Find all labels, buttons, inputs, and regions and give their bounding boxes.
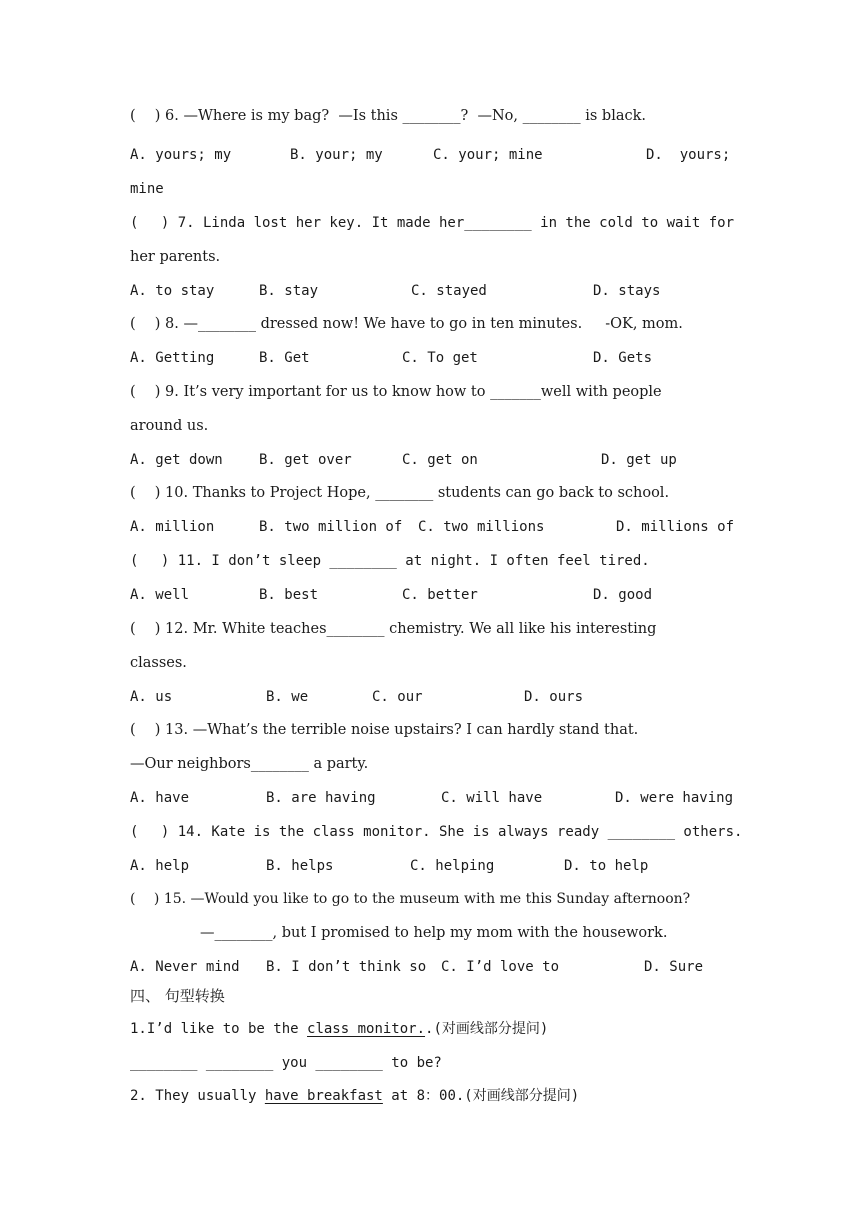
question-8-options xyxy=(130,348,730,368)
q6-option-b: B. your; my xyxy=(290,147,383,163)
sentence-1-instruction: .(对画线部分提问) xyxy=(425,1021,549,1037)
question-7-options xyxy=(130,281,730,301)
sentence-1-answer: ________ ________ you ________ to be? xyxy=(130,1055,442,1071)
q10-option-c: C. two millions xyxy=(418,519,545,535)
question-10-stem: ( ) 10. Thanks to Project Hope, ________ students can go back to school. xyxy=(130,485,670,501)
q7-option-b: B. stay xyxy=(259,283,319,299)
q9-option-b: B. get over xyxy=(259,452,352,468)
q10-option-a: A. million xyxy=(130,519,215,535)
q9-option-a: A. get down xyxy=(130,452,223,468)
question-9-stem: ( ) 9. It’s very important for us to know how to _______well with people xyxy=(130,384,662,400)
q11-option-c: C. better xyxy=(402,587,478,603)
q12-option-c: C. our xyxy=(372,689,423,705)
question-14-stem: ( ) 14. Kate is the class monitor. She is always ready ________ others. xyxy=(130,824,743,840)
question-12-options xyxy=(130,687,730,707)
q6-option-d: D. yours; xyxy=(646,147,731,163)
q12-option-a: A. us xyxy=(130,689,173,705)
question-15-options xyxy=(130,957,730,977)
q15-option-c: C. I’d love to xyxy=(441,959,560,975)
q12-option-d: D. ours xyxy=(524,689,584,705)
question-11-stem: ( ) 11. I don’t sleep ________ at night. I often feel tired. xyxy=(130,553,650,569)
question-7-stem: ( ) 7. Linda lost her key. It made her________ in the cold to wait for xyxy=(130,215,735,231)
q8-option-b: B. Get xyxy=(259,350,310,366)
question-6-options xyxy=(130,145,730,165)
q15-option-d: D. Sure xyxy=(644,959,704,975)
section-4-heading: 四、 句型转换 xyxy=(130,987,225,1005)
sentence-2-prefix: 2. They usually xyxy=(130,1088,265,1104)
question-11-options xyxy=(130,585,730,605)
q14-option-c: C. helping xyxy=(410,858,495,874)
question-13-stem: ( ) 13. —What’s the terrible noise upstairs? I can hardly stand that. xyxy=(130,722,639,738)
q13-option-c: C. will have xyxy=(441,790,543,806)
question-10-options xyxy=(130,517,735,537)
question-8-stem: ( ) 8. —________ dressed now! We have to go in ten minutes. -OK, mom. xyxy=(130,316,683,332)
q7-option-d: D. stays xyxy=(593,283,661,299)
question-13-options xyxy=(130,788,734,808)
sentence-2-instruction: at 8：00.(对画线部分提问) xyxy=(382,1088,580,1104)
question-9-stem-cont: around us. xyxy=(130,418,209,434)
q12-option-b: B. we xyxy=(266,689,309,705)
q8-option-a: A. Getting xyxy=(130,350,215,366)
q6-option-c: C. your; mine xyxy=(433,147,543,163)
q14-option-a: A. help xyxy=(130,858,190,874)
q7-option-a: A. to stay xyxy=(130,283,215,299)
q13-option-d: D. were having xyxy=(615,790,734,806)
q10-option-b: B. two million of xyxy=(259,519,403,535)
question-14-options xyxy=(130,856,730,876)
q9-option-c: C. get on xyxy=(402,452,478,468)
sentence-2 xyxy=(130,1086,579,1106)
q11-option-d: D. good xyxy=(593,587,653,603)
question-12-stem: ( ) 12. Mr. White teaches________ chemistry. We all like his interesting xyxy=(130,621,657,637)
question-13-stem-cont: —Our neighbors________ a party. xyxy=(130,756,369,772)
sentence-1 xyxy=(130,1019,548,1039)
q9-option-d: D. get up xyxy=(601,452,677,468)
q6-option-d-wrap: mine xyxy=(130,181,164,197)
question-15-stem-cont: —________, but I promised to help my mom with the housework. xyxy=(200,925,668,941)
sentence-2-underlined: have breakfast xyxy=(264,1088,383,1104)
q13-option-b: B. are having xyxy=(266,790,376,806)
q8-option-c: C. To get xyxy=(402,350,478,366)
sentence-1-prefix: 1.I’d like to be the xyxy=(130,1021,308,1037)
q7-option-c: C. stayed xyxy=(411,283,487,299)
q11-option-a: A. well xyxy=(130,587,190,603)
q11-option-b: B. best xyxy=(259,587,319,603)
q10-option-d: D. millions of xyxy=(616,519,735,535)
q14-option-d: D. to help xyxy=(564,858,649,874)
question-7-stem-cont: her parents. xyxy=(130,249,221,265)
q15-option-b: B. I don’t think so xyxy=(266,959,427,975)
q13-option-a: A. have xyxy=(130,790,190,806)
sentence-1-underlined: class monitor. xyxy=(307,1021,426,1037)
q14-option-b: B. helps xyxy=(266,858,334,874)
q15-option-a: A. Never mind xyxy=(130,959,240,975)
q8-option-d: D. Gets xyxy=(593,350,653,366)
q6-option-a: A. yours; my xyxy=(130,147,232,163)
question-9-options xyxy=(130,450,730,470)
question-15-stem: ( ) 15. —Would you like to go to the museum with me this Sunday afternoon? xyxy=(130,891,691,907)
question-6-stem: ( ) 6. —Where is my bag? —Is this ________? —No, ________ is black. xyxy=(130,108,646,124)
question-12-stem-cont: classes. xyxy=(130,655,187,671)
